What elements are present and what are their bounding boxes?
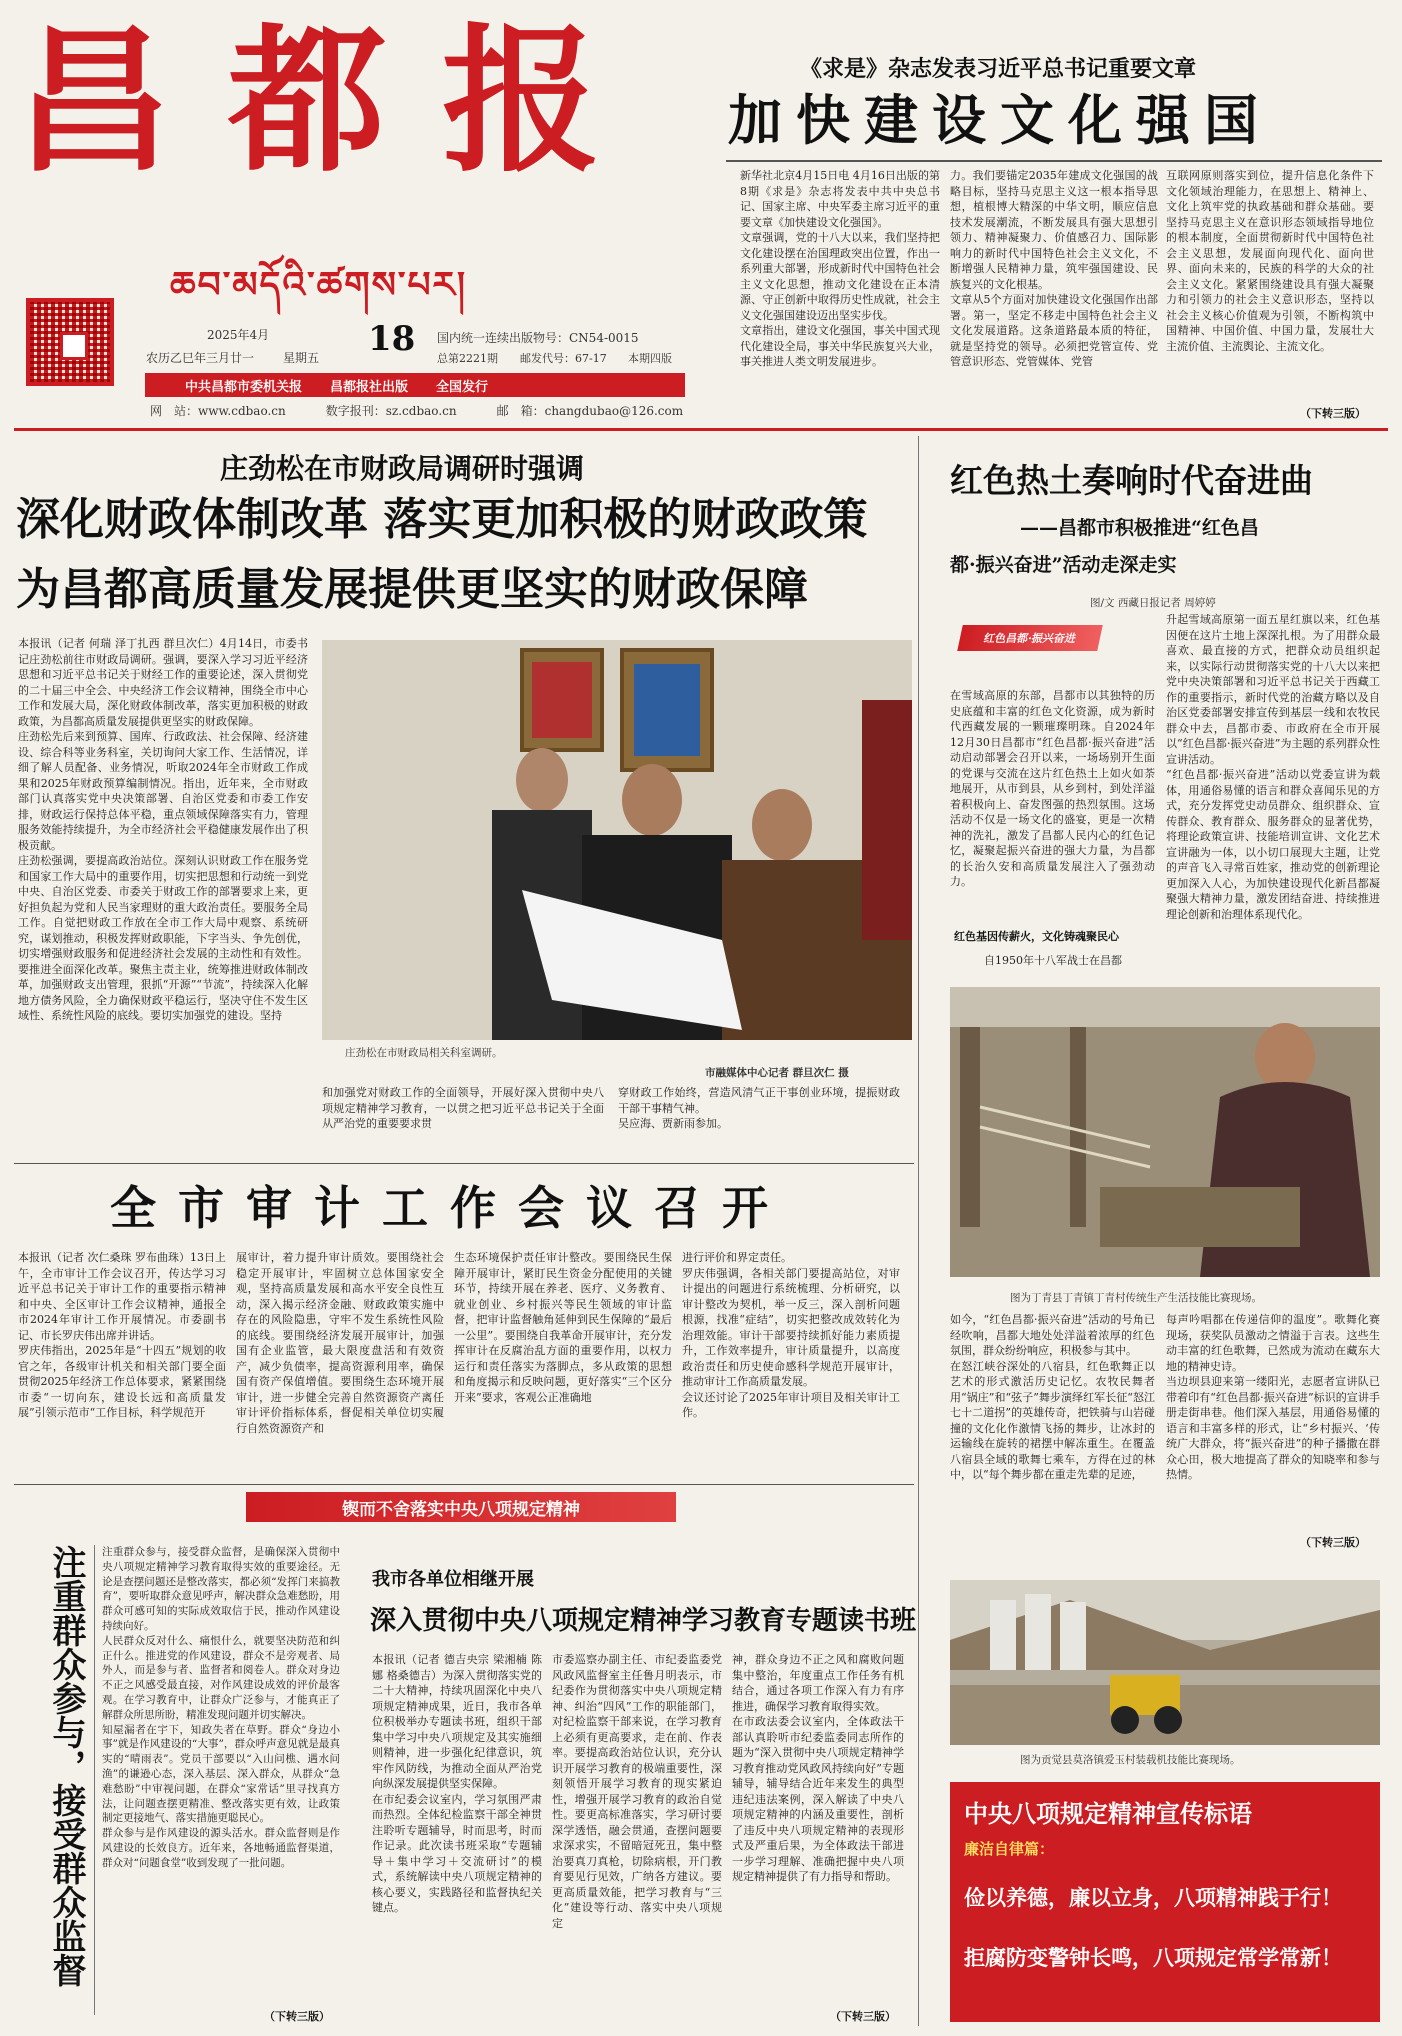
slogan-box bbox=[950, 1782, 1380, 2022]
masthead-logo: 昌都报 bbox=[14, 9, 656, 194]
top-story-col1: 新华社北京4月15日电 4月16日出版的第8期《求是》杂志将发表中共中央总书记、国家主席、中央军委主席习近平的重要文章《加快建设文化强国》。 文章强调，党的十八大以来，我们坚持把文化建设摆在治国理政突出位置，作出一系列重大部署，形成新时代中国特色社会主义文化思想，推动文化建设在正本清源、守正创新中取得历史性成就，社会主义文化强国建设迈出坚实步伐。 文章指出，建设文化强国，事关中国式现代化建设全局，事关中华民族复兴大业，事关推进人类文明发展进步。 bbox=[740, 169, 940, 368]
lead-story-body: 本报讯（记者 何瑞 泽丁扎西 群旦次仁）4月14日，市委书记庄劲松前往市财政局调研。强调，要深入学习习近平经济思想和习近平总书记关于财经工作的重要论述，深入贯彻党的二十届三中全会、中央经济工作会议精神，围绕全市中心工作和发展大局，深化财政体制改革，落实更加积极的财政政策，为昌都高质量发展提供更坚实的财政保障。 庄劲松先后来到预算、国库、行政政法、社会保障、经济建设、综合科等业务科室，关切询问大家工作、生活情况，详细了解人员配备、业务情况，听取2024年全市财政工作成果和2025年财政预算编制情况。指出，近年来，全市财政部门认真落实党中央决策部署、自治区党委和市委工作安排，财政运行保持总体平稳，重点领域保障落实有力，管理服务效能持续提升，为全市经济社会平稳健康发展作出了积极贡献。 庄劲松强调，要提高政治站位。深刻认识财政工作在服务党和国家工作大局中的重要作用，切实把思想和行动统一到党中央、自治区党委、市委关于财政工作的部署要求上来，更好担负起为党和人民当家理财的重大政治责任。要服务全局工作。自觉把财政工作放在全市工作大局中观察、系统研究，谋划推动，积极发挥财政职能，下字当头、争先创优，切实增强财政服务和促进经济社会发展的主动性和有效性。要推进全面深化改革。聚焦主责主业，统筹推进财政体制改革，加强财政支出管理，狠抓“开源”“节流”，持续深入化解地方债务风险，全力确保财政平稳运行，坚决守住不发生区域性、系统性风险的底线。要切实加强党的建设。坚持 bbox=[18, 637, 308, 1022]
right-photo-1-caption: 图为丁青县丁青镇丁青村传统生产生活技能比赛现场。 bbox=[1010, 1292, 1262, 1304]
serial-number: 总第2221期 bbox=[437, 352, 498, 365]
top-story-col3: 互联网原则落实到位，提升信息化条件下文化领域治理能力，在思想上、精神上、文化上筑牢党的执政基础和群众基础。要坚持马克思主义在意识形态领域指导地位的根本制度，全面贯彻新时代中国特色社会主义思想，发展面向现代化、面向世界、面向未来的，民族的科学的大众的社会主义文化。紧紧围绕建设具有强大凝聚力和引领力的社会主义意识形态，坚持以社会主义核心价值观为引领，不断构筑中国精神、中国价值、中国力量，发展壮大主流价值、主流舆论、主流文化。 bbox=[1166, 169, 1374, 353]
photo-illustration bbox=[322, 640, 912, 1040]
sponsor-bar bbox=[145, 373, 685, 397]
campaign-badge: 红色昌都·振兴奋进 bbox=[957, 625, 1103, 651]
vertical-story-title: 注重群众参与，接受群众监督 bbox=[46, 1545, 86, 1987]
top-story-kicker: 《求是》杂志发表习近平总书记重要文章 bbox=[800, 56, 1197, 82]
issue-day: 18 bbox=[368, 319, 416, 359]
top-story-col2: 力。我们要锚定2035年建成文化强国的战略目标，坚持马克思主义这一根本指导思想，植根博大精深的中华文明，顺应信息技术发展潮流，不断发展具有强大思想引领力、精神凝聚力、价值感召力、国际影响力的新时代中国特色社会主义文化，不断增强人民精神力量，筑牢强国建设、民族复兴的文化根基。 文章从5个方面对加快建设文化强国作出部署。第一，坚定不移走中国特色社会主义文化发展道路。这条道路最本质的特征，就是坚持党的领导。必须把党管宣传、党管意识形态、党管媒体、党管 bbox=[950, 169, 1158, 368]
vertical-story-body: 注重群众参与，接受群众监督，是确保深入贯彻中央八项规定精神学习教育取得实效的重要途径。无论是查摆问题还是整改落实，都必须“发挥门来搞教育”，要听取群众意见呼声，解决群众急难愁盼，用群众可感可知的实际成效取信于民，推动作风建设持续向好。 人民群众反对什么、痛恨什么，就要坚决防范和纠正什么。推进党的作风建设，群众不是旁观者、局外人，而是参与者、监督者和阅卷人。群众对身边不正之风感受最直接，对作风建设成效的评价最客观。在学习教育中，让群众广泛参与，才能真正了解群众所思所盼，精准发现问题并切实解决。 知屋漏者在宇下，知政失者在草野。群众“身边小事”就是作风建设的“大事”，群众呼声意见就是最真实的“晴雨表”。党员干部要以“入山问樵、遇水问渔”的谦逊心态，深入基层、深入群众，从群众“急难愁盼”中审视问题，在群众“家常话”里寻找真方法，让问题查摆更精准、整改落实更有效，让政策制定更接地气、落实措施更聪民心。 群众参与是作风建设的源头活水。群众监督则是作风建设的长效良方。近年来，各地畅通监督渠道，群众对“问题食堂”收到发现了一批问题。 bbox=[102, 1546, 340, 1869]
sponsor-1: 中共昌都市委机关报 bbox=[185, 379, 303, 395]
audit-story-title: 全市审计工作会议召开 bbox=[110, 1181, 790, 1235]
slogan-line-2: 拒腐防变警钟长鸣，八项规定常学常新！ bbox=[964, 1945, 1342, 1970]
right-story-byline: 图/文 西藏日报记者 周婷婷 bbox=[1090, 597, 1216, 609]
page-count: 本期四版 bbox=[628, 352, 672, 365]
lead-story-title-1: 深化财政体制改革 落实更加积极的财政政策 bbox=[16, 494, 868, 545]
right-story-col3: 如今，“红色昌都·振兴奋进”活动的号角已经吹响，昌都大地处处洋溢着浓厚的红色氛围，群众纷纷响应，积极参与其中。 在怒江峡谷深处的八宿县，红色歌舞正以艺术的形式激活历史记忆。农牧民舞者用“锅庄”和“弦子”舞步演绎红军长征“怒江七十二道拐”的英雄传奇，把铁骑与山岩碰撞的文化化作激情飞扬的舞步，让冰封的运输线在旋转的裙摆中解冻重生。在覆盖八宿县全域的歌舞七乘车，方得在过的林中，以“每个舞步都在重走先辈的足迹， bbox=[950, 1313, 1155, 1481]
weekday: 星期五 bbox=[283, 351, 320, 365]
right-photo-2-caption: 图为贡觉县莫洛镇爱玉村装载机技能比赛现场。 bbox=[1020, 1754, 1241, 1766]
right-story-subtitle-1: ——昌都市积极推进“红色昌 bbox=[1020, 517, 1259, 539]
right-story-photo-1 bbox=[950, 987, 1380, 1277]
qr-code-icon[interactable] bbox=[26, 298, 114, 386]
sponsor-2: 昌都报社出版 bbox=[330, 379, 409, 395]
audit-story-col3: 生态环境保护责任审计整改。要围绕民生保障开展审计，紧盯民生资金分配使用的关键环节，持续开展在养老、医疗、义务教育、就业创业、乡村振兴等民生领域的审计监督，把审计监督触角延伸到民生保障的“最后一公里”。要围绕自我革命开展审计，充分发挥审计在反腐治乱方面的重要作用，以权力运行和责任落实为落脚点，多从政策的思想和角度揭示和反映问题，更好落实“三个区分开来”要求，客观公正准确地 bbox=[454, 1251, 672, 1404]
slogan-line-1: 俭以养德，廉以立身，八项精神践于行！ bbox=[964, 1885, 1342, 1910]
right-story-col1b: 自1950年十八军战士在昌都 bbox=[984, 954, 1122, 967]
lead-story-bottom-2: 穿财政工作始终，营造风清气正干事创业环境，提振财政干部干事精气神。 吴应海、贾新雨参加。 bbox=[618, 1086, 900, 1130]
email-label: 邮 箱： bbox=[496, 404, 545, 418]
right-story-continued[interactable]: （下转三版） bbox=[1300, 1536, 1366, 1549]
lead-story-bottom-1: 和加强党对财政工作的全面领导，开展好深入贯彻中央八项规定精神学习教育，一以贯之把习近平总书记关于全面从严治党的重要要求贯 bbox=[322, 1086, 604, 1130]
top-story-title: 加快建设文化强国 bbox=[728, 88, 1272, 152]
slogan-title: 中央八项规定精神宣传标语 bbox=[964, 1799, 1252, 1828]
website-label: 网 站： bbox=[150, 404, 199, 418]
divider bbox=[726, 160, 1382, 162]
lead-story-title-2: 为昌都高质量发展提供更坚实的财政保障 bbox=[16, 564, 808, 615]
photo-illustration bbox=[950, 1580, 1380, 1745]
study-story-title: 深入贯彻中央八项规定精神学习教育专题读书班 bbox=[370, 1606, 917, 1636]
right-story-subtitle-2: 都·振兴奋进”活动走深走实 bbox=[950, 554, 1177, 576]
contact-row bbox=[150, 402, 700, 422]
epaper-label: 数字报刊： bbox=[325, 404, 386, 418]
right-story-col1: 在雪域高原的东部，昌都市以其独特的历史底蕴和丰富的红色文化资源，成为新时代西藏发展的一颗璀璨明珠。自2024年12月30日昌都市“红色昌都·振兴奋进”活动启动部署会召开以来，一场场别开生面的党课与交流在这片红色热土上如火如荼地展开，从市到县，从乡到村，到处洋溢着积极向上、奋发图强的热烈氛围。这场活动不仅是一场文化的盛宴，更是一次精神的洗礼，激发了昌都人民内心的红色记忆，凝聚起振兴奋进的强大力量，为昌都的长治久安和高质量发展注入了强劲动力。 bbox=[950, 689, 1155, 888]
lead-photo-credit: 市融媒体中心记者 群旦次仁 摄 bbox=[705, 1067, 849, 1079]
study-story-continued[interactable]: （下转三版） bbox=[830, 2010, 896, 2023]
audit-story-col1: 本报讯（记者 次仁桑珠 罗布曲珠）13日上午，全市审计工作会议召开，传达学习习近平总书记关于审计工作的重要指示精神和中央、全区审计工作会议精神，通报全市2024年审计工作开展情况。市委副书记、市长罗庆伟出席并讲话。 罗庆伟指出，2025年是“十四五”规划的收官之年，各级审计机关和相关部门要全面贯彻2025年经济工作总体要求，紧紧围绕市委“一切向东，建设长远和高质量发展”引领示范市“工作目标，科学规范开 bbox=[18, 1251, 226, 1419]
right-story-col2: 升起雪域高原第一面五星红旗以来，红色基因便在这片土地上深深扎根。为了用群众最喜欢、最直接的方式，把群众动员组织起来，以实际行动贯彻落实党的十八大以来把党中央决策部署和习近平总书记关于西藏工作的重要指示，新时代党的治藏方略以及自治区党委部署安排宣传到基层一线和农牧民群众中去，昌都市委、市政府在全市开展以“红色昌都·振兴奋进”为主题的系列群众性宣讲活动。 “红色昌都·振兴奋进”活动以党委宣讲为载体，用通俗易懂的语言和群众喜闻乐见的方式，充分发挥党史动员群众、组织群众、宣传群众、教育群众、服务群众的显著优势，将理论政策宣讲、技能培训宣讲、文化艺术宣讲融为一体，以小切口展现大主题，让党的声音飞入寻常百姓家，推动党的创新理论更加深入人心，为加快建设现代化新昌都凝聚强大精神力量，激发团结奋进、持续推进理论创新和治理体系现代化。 bbox=[1166, 613, 1380, 921]
right-story-col4: 每声吟唱都在传递信仰的温度”。歌舞化赛现场，获奖队员激动之情溢于言表。这些生动丰富的红色歌舞，已然成为流动在藏东大地的精神史诗。 当边坝县迎来第一缕阳光，志愿者宣讲队已带着印有“红色昌都·振兴奋进”标识的宣讲手册走街串巷。他们深入基层，用通俗易懂的语言和丰富多样的形式，让“乡村振兴、‘传统广大群众，将“振兴奋进”的种子播撒在群众心田，极大地提高了群众的知晓率和参与热情。 bbox=[1166, 1313, 1380, 1481]
postal-code: 邮发代号：67-17 bbox=[520, 352, 607, 365]
divider bbox=[14, 1163, 914, 1164]
study-story-kicker: 我市各单位相继开展 bbox=[372, 1569, 534, 1590]
right-story-subhead: 红色基因传薪火，文化铸魂聚民心 bbox=[954, 930, 1119, 943]
vertical-story-continued[interactable]: （下转三版） bbox=[264, 2010, 330, 2023]
divider bbox=[94, 1545, 95, 2015]
study-story-col1: 本报讯（记者 德吉央宗 梁湘楠 陈娜 格桑德吉）为深入贯彻落实党的二十大精神，持续巩固深化中央八项规定精神成果，近日，我市各单位积极举办专题读书班，组织干部集中学习中央八项规定及其实施细则精神，进一步强化纪律意识，筑牢作风防线，为推动全面从严治党向纵深发展提供坚实保障。 在市纪委会议室内，学习氛围严肃而热烈。全体纪检监察干部全神贯注聆听专题辅导，时而思考，时而作记录。此次读书班采取“专题辅导＋集中学习＋交流研讨”的模式，系统解读中央八项规定精神的核心要义，实践路径和监督执纪关键点。 bbox=[372, 1653, 542, 1914]
epaper-link[interactable]: sz.cdbao.cn bbox=[385, 404, 457, 418]
lead-story-photo bbox=[322, 640, 912, 1040]
continued-link[interactable]: （下转三版） bbox=[1300, 407, 1366, 420]
slogan-category: 廉洁自律篇： bbox=[964, 1840, 1055, 1858]
email-link[interactable]: changdubao@126.com bbox=[544, 404, 684, 418]
section-banner: 锲而不舍落实中央八项规定精神 bbox=[246, 1492, 676, 1522]
masthead-rule bbox=[14, 428, 1388, 431]
masthead-tibetan: ཆབ་མདོའི་ཚགས་པར། bbox=[170, 264, 467, 306]
issue-date: 2025年4月 bbox=[207, 328, 270, 342]
photo-illustration bbox=[950, 987, 1380, 1277]
website-link[interactable]: www.cdbao.cn bbox=[198, 404, 286, 418]
issn: 国内统一连续出版物号：CN54-0015 bbox=[437, 331, 639, 345]
study-story-col3: 神，群众身边不正之风和腐败问题集中整治，年度重点工作任务有机结合，通过各项工作深入有力有序推进，确保学习教育取得实效。 在市政法委会议室内，全体政法干部认真聆听市纪委监委同志所作的题为“深入贯彻中央八项规定精神学习教育推动党风政风持续向好”专题辅导，辅导结合近年来发生的典型违纪违法案例，深入解读了中央八项规定精神的内涵及重要性，剖析了违反中央八项规定精神的表现形式及严重后果，为全体政法干部进一步学习理解、准确把握中央八项规定精神提供了有力指导和帮助。 bbox=[732, 1653, 904, 1883]
audit-story-col4: 进行评价和界定责任。 罗庆伟强调，各相关部门要提高站位，对审计提出的问题进行系统梳理、分析研究，以审计整改为契机，举一反三，深入剖析问题根源，找准“症结”，切实把整改成效转化为治理效能。审计干部要持续抓好能力素质提升，工作效率提升，审计质量提升，以高度政治责任和历史使命感科学规范开展审计，推动审计工作高质量发展。 会议还讨论了2025年审计项目及相关审计工作。 bbox=[682, 1251, 900, 1419]
audit-story-col2: 展审计，着力提升审计质效。要围绕社会稳定开展审计，牢固树立总体国家安全观，坚持高质量发展和高水平安全良性互动，深入揭示经济金融、财政政策实施中存在的风险隐患，守牢不发生系统性风险的底线。要围绕经济发展开展审计，加强国有企业监管，最大限度盘活和有效资产，减少负债率，提高资源利用率，确保国有资产保值增值。要围绕生态环境开展审计，进一步健全完善自然资源资产离任审计评价指标体系，督促相关单位切实履行自然资源资产和 bbox=[236, 1251, 444, 1435]
column-divider bbox=[918, 436, 919, 2026]
divider bbox=[14, 1484, 914, 1485]
right-story-photo-2 bbox=[950, 1580, 1380, 1745]
lunar-date: 农历乙巳年三月廿一 bbox=[146, 351, 255, 365]
sponsor-3: 全国发行 bbox=[436, 379, 489, 395]
lead-story-kicker: 庄劲松在市财政局调研时强调 bbox=[220, 452, 585, 485]
lead-photo-caption: 庄劲松在市财政局相关科室调研。 bbox=[345, 1047, 503, 1059]
study-story-col2: 市委巡察办副主任、市纪委监委党风政风监督室主任鲁月明表示，市纪委作为贯彻落实中央八项规定精神、纠治“四风”工作的职能部门，对纪检监察干部来说，在学习教育上必须有更高要求，走在前、作表率。要提高政治站位认识，充分认识开展学习教育的极端重要性，深刻领悟开展学习教育的现实紧迫性，增强开展学习教育的政治自觉性。要更高标准落实，学习研讨要深学透悟，融会贯通，查摆问题要求深求实，不留暗冠死丑，集中整治要真刀真枪，切除病根，开门教育要见行见效，广纳各方建议。要更高质量效能，把学习教育与“三化”建设等行动、落实中央八项规定 bbox=[552, 1653, 722, 1930]
right-story-title: 红色热土奏响时代奋进曲 bbox=[950, 461, 1313, 500]
